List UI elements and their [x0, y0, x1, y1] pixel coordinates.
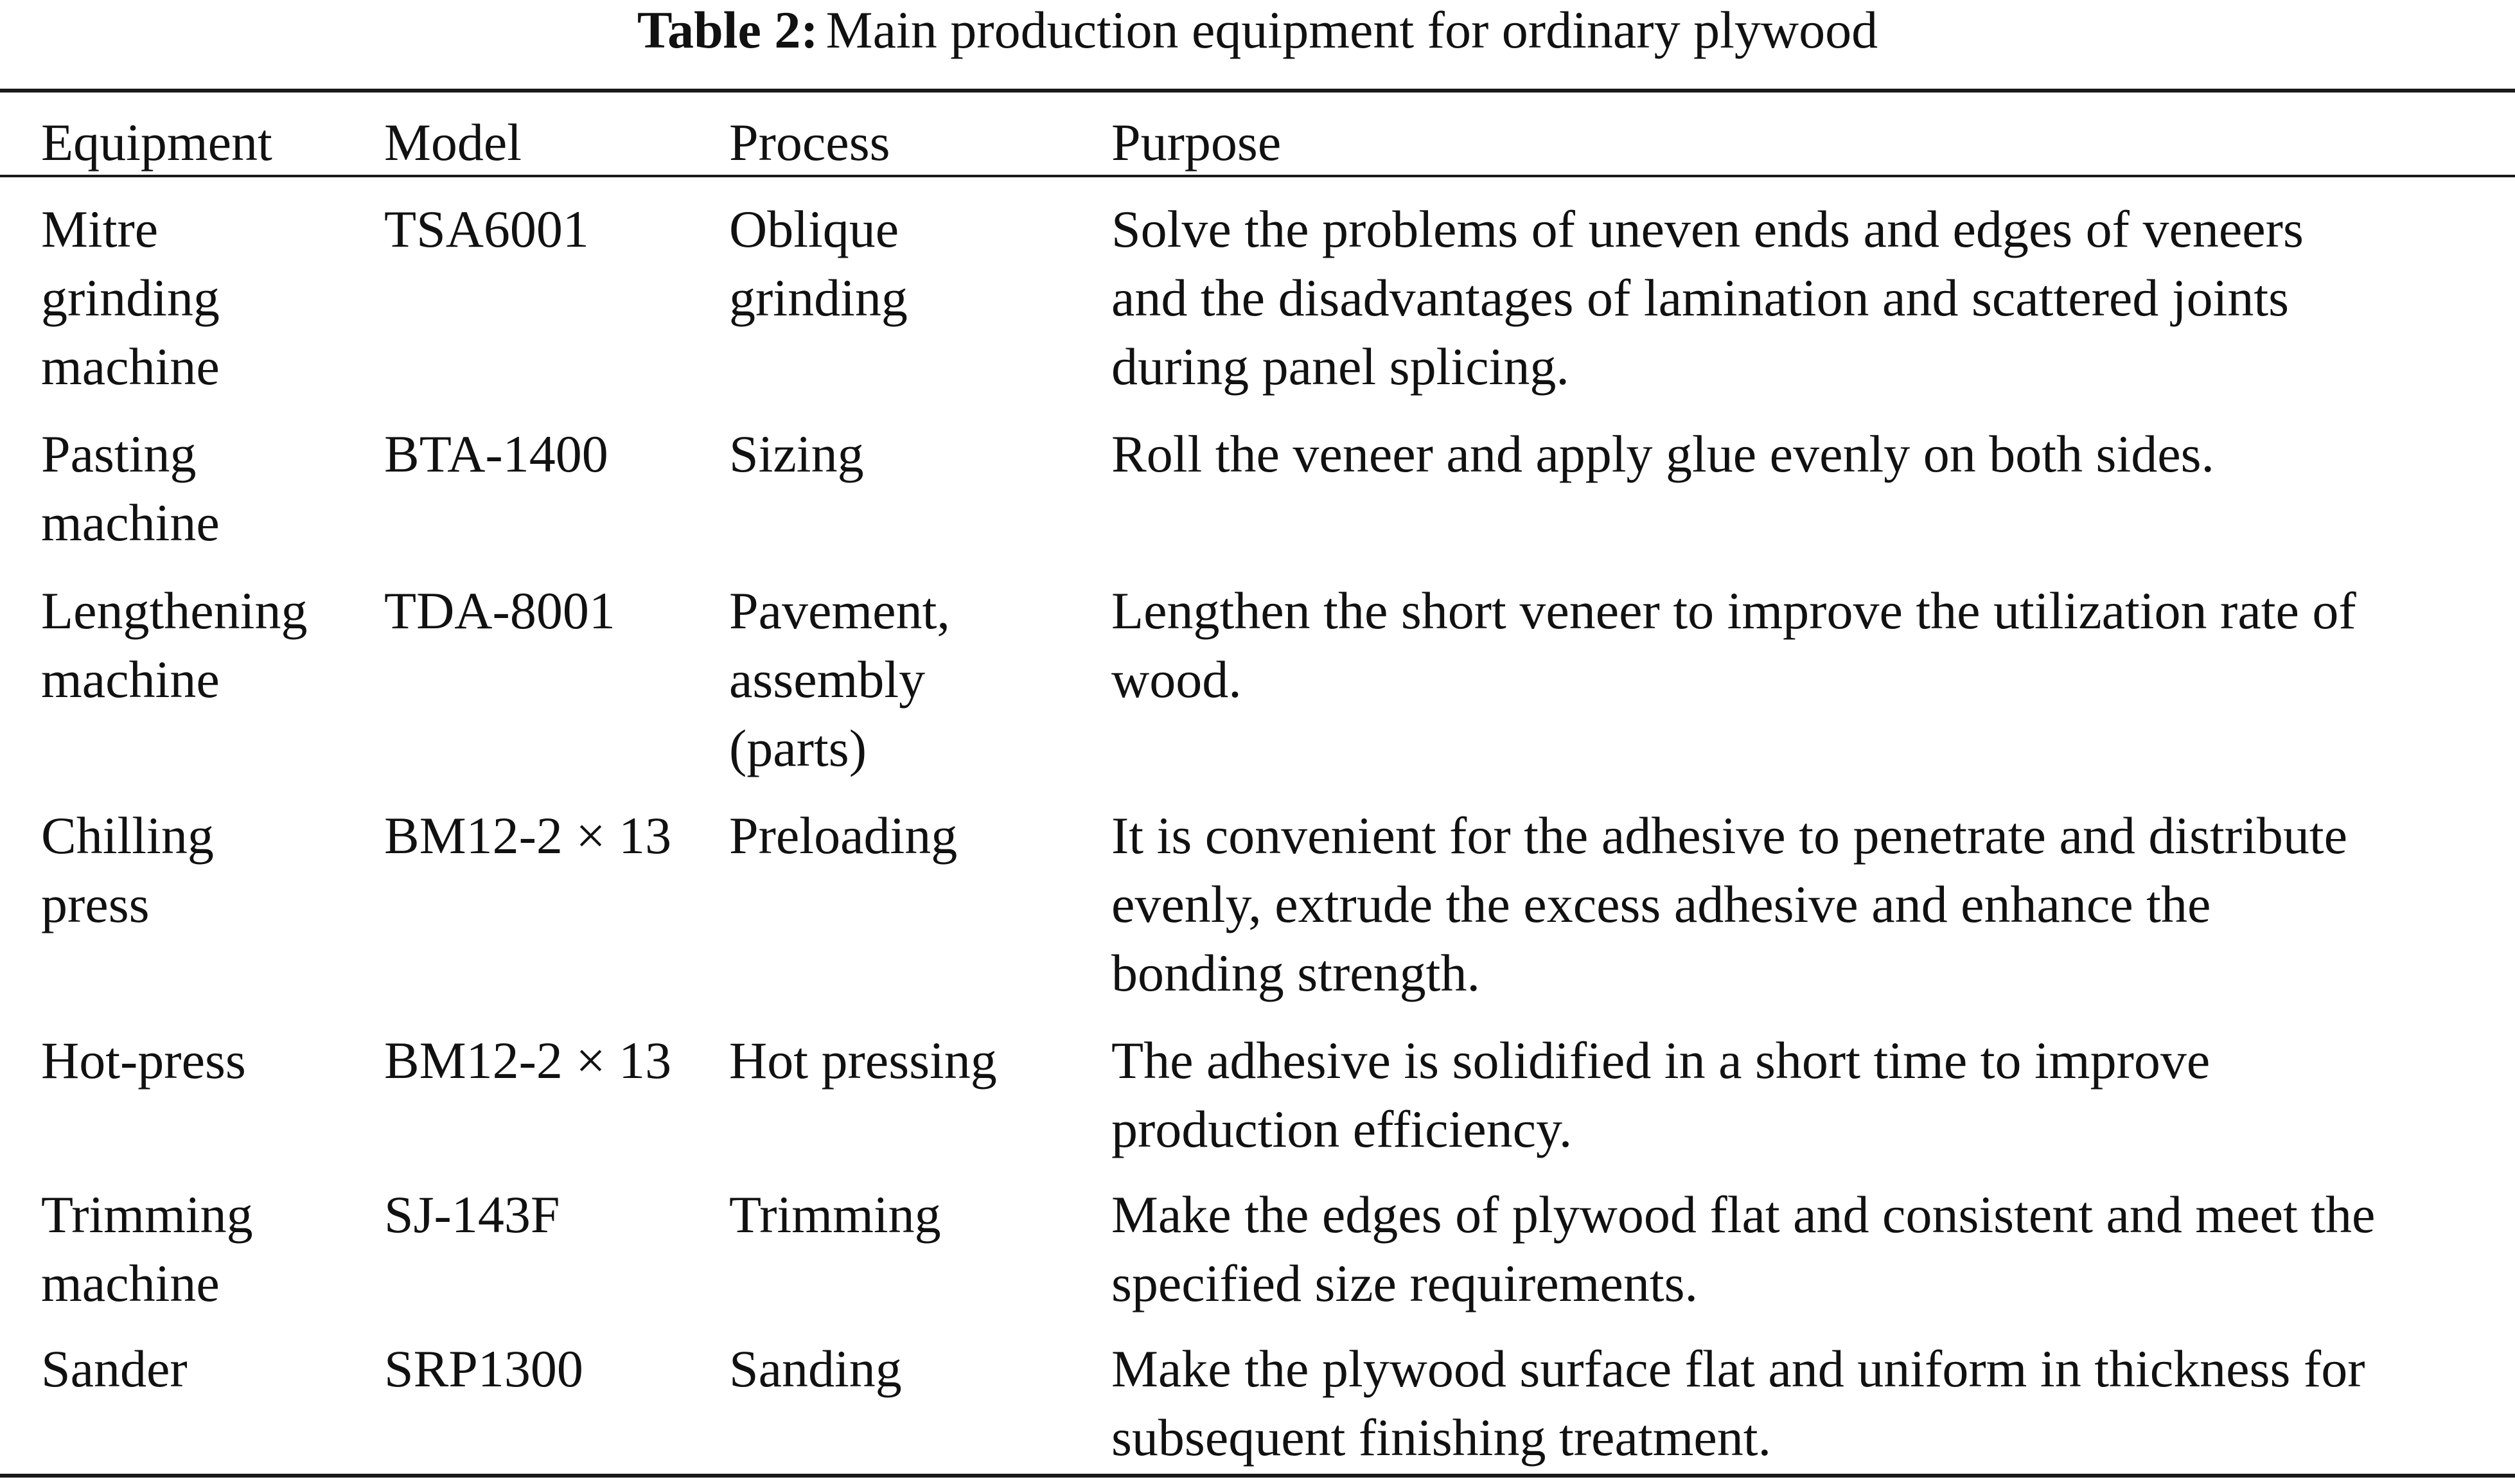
cell-line: assembly — [729, 650, 926, 709]
table-caption-label: Table 2: — [637, 1, 818, 59]
cell-process — [729, 576, 1063, 782]
cell-equipment — [41, 801, 349, 939]
header-purpose: Purpose — [1111, 113, 1282, 172]
cell-model: BM12-2 × 13 — [384, 806, 672, 865]
header-equipment: Equipment — [41, 113, 272, 172]
table-bottom-rule — [0, 1474, 2515, 1478]
cell-line: machine — [41, 1254, 220, 1312]
cell-line: grinding — [41, 269, 220, 327]
header-model: Model — [384, 113, 522, 172]
cell-line: Hot pressing — [729, 1031, 997, 1090]
cell-line: grinding — [729, 269, 908, 327]
cell-line: Pasting — [41, 425, 197, 483]
cell-line: Sander — [41, 1339, 188, 1398]
cell-process — [729, 1180, 1063, 1249]
cell-purpose — [1111, 1026, 2505, 1163]
cell-line: subsequent finishing treatment. — [1111, 1408, 1772, 1467]
cell-model: SRP1300 — [384, 1339, 583, 1398]
cell-process — [729, 195, 1063, 332]
cell-equipment — [41, 195, 349, 401]
cell-line: Mitre — [41, 200, 159, 258]
cell-line: production efficiency. — [1111, 1100, 1573, 1158]
cell-line: Lengthen the short veneer to improve the utilization rate of — [1111, 581, 2356, 640]
cell-line: The adhesive is solidified in a short time to improve — [1111, 1031, 2211, 1090]
cell-purpose — [1111, 576, 2505, 714]
cell-line: during panel splicing. — [1111, 337, 1569, 396]
table-top-rule — [0, 89, 2515, 93]
cell-line: machine — [41, 493, 220, 552]
cell-process — [729, 420, 1063, 488]
cell-line: Trimming — [729, 1185, 941, 1244]
cell-purpose — [1111, 1180, 2505, 1318]
table-header-row — [0, 108, 2515, 177]
header-process: Process — [729, 113, 890, 172]
cell-line: machine — [41, 650, 220, 709]
cell-line: and the disadvantages of lamination and scattered joints — [1111, 269, 2290, 327]
cell-equipment — [41, 1334, 349, 1403]
cell-line: (parts) — [729, 719, 867, 777]
cell-line: Chilling — [41, 806, 214, 865]
cell-line: Oblique — [729, 200, 899, 258]
cell-purpose — [1111, 420, 2505, 488]
cell-line: bonding strength. — [1111, 944, 1480, 1002]
cell-line: Make the plywood surface flat and uniform in thickness for — [1111, 1339, 2365, 1398]
cell-line: evenly, extrude the excess adhesive and enhance the — [1111, 875, 2211, 933]
cell-line: wood. — [1111, 650, 1242, 709]
cell-line: Roll the veneer and apply glue evenly on both sides. — [1111, 425, 2215, 483]
cell-line: specified size requirements. — [1111, 1254, 1699, 1312]
table-caption — [0, 1, 2515, 59]
cell-line: press — [41, 875, 150, 933]
cell-line: Make the edges of plywood flat and consistent and meet the — [1111, 1185, 2376, 1244]
cell-line: Preloading — [729, 806, 958, 865]
cell-equipment — [41, 1180, 349, 1318]
cell-process — [729, 1026, 1063, 1095]
cell-equipment — [41, 576, 349, 714]
cell-model: BM12-2 × 13 — [384, 1031, 672, 1090]
cell-purpose — [1111, 195, 2505, 401]
cell-process — [729, 801, 1063, 870]
cell-line: Pavement, — [729, 581, 950, 640]
cell-equipment — [41, 1026, 349, 1095]
cell-process — [729, 1334, 1063, 1403]
cell-model: TSA6001 — [384, 200, 589, 258]
cell-line: It is convenient for the adhesive to penetrate and distribute — [1111, 806, 2348, 865]
cell-model: TDA-8001 — [384, 581, 615, 640]
cell-line: Sanding — [729, 1339, 902, 1398]
cell-purpose — [1111, 801, 2505, 1007]
cell-model: SJ-143F — [384, 1185, 560, 1244]
table-caption-title: Main production equipment for ordinary plywood — [825, 1, 1878, 59]
cell-line: Solve the problems of uneven ends and edges of veneers — [1111, 200, 2304, 258]
cell-model: BTA-1400 — [384, 425, 608, 483]
cell-line: Hot-press — [41, 1031, 246, 1090]
cell-purpose — [1111, 1334, 2505, 1472]
cell-line: Lengthening — [41, 581, 308, 640]
cell-line: Trimming — [41, 1185, 253, 1244]
cell-line: Sizing — [729, 425, 864, 483]
cell-equipment — [41, 420, 349, 557]
cell-line: machine — [41, 337, 220, 396]
